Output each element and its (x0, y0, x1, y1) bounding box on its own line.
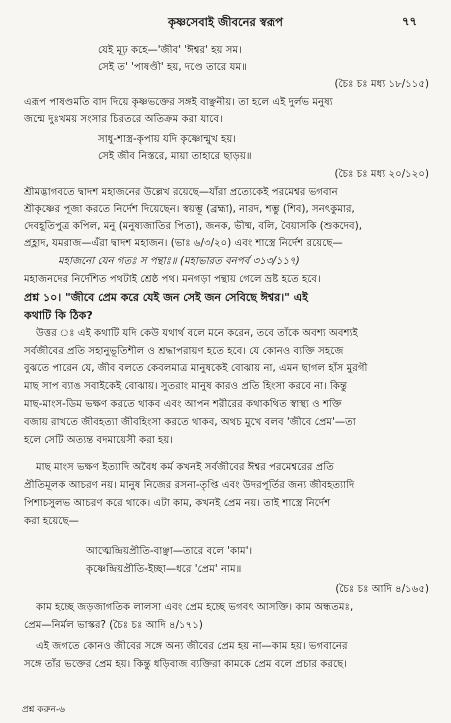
paragraph-line: বুঝতে পারেন যে, জীব বলতে কেবলমাত্র মানুষকেই বোঝায় না, এমন ছাগল হাঁস মুরগী (24, 363, 368, 374)
page-number: ৭৭ (402, 14, 417, 28)
paragraph-line: এই জগতে কোনও জীবের সঙ্গে অন্য জীবের প্রেম হয় না—কাম হয়। ভগবানের (36, 641, 348, 652)
paragraph-line: দেবহূতিপুত্র কপিল, মনু (মনুষ্যজাতির পিতা), জনক, ভীষ্ম, বলি, বৈয়াসকি (শুকদেব), (24, 221, 362, 232)
question-heading: কথাটি কি ঠিক? (24, 309, 93, 322)
verse-line: আত্মেন্দ্রিয়প্রীতি-বাঞ্ছা—তারে বলে 'কাম'। (86, 546, 253, 557)
paragraph-line: শ্রীকৃষ্ণের পূজা করতে নির্দেশ দিয়েছেন। স্বয়ম্ভূ (ব্রহ্মা), নারদ, শম্ভু (শিব), সনৎকুমার, (24, 204, 355, 215)
paragraph-line: প্রহ্লাদ, যমরাজ—এঁরা দ্বাদশ মহাজন। (ভাঃ ৬/৩/২০) এবং শাস্ত্রে নির্দেশ রয়েছে— (24, 238, 343, 249)
paragraph-line: পিশাচসুলভ আচরণ করে থাকে। এটা কাম, কখনই প্রেম নয়। তাই শাস্ত্রে নির্দেশ (24, 498, 331, 509)
paragraph-line: মাছ-মাংস-ডিম ভক্ষণ করতে থাকব এবং আপন শরীরের কথাকথিত স্বাস্থ্য ও শক্তি (24, 399, 342, 410)
citation: (চৈঃ চঃ আদি ৪/১৬৫) (335, 584, 429, 595)
paragraph-line: হলে সেটি অত্যন্ত বদমায়েসী করা হয়। (24, 435, 174, 446)
verse-line: সেই জীব নিস্তরে, মায়া তাহারে ছাড়য়॥ (98, 151, 252, 162)
paragraph-line: মাছ সাপ ব্যাঙ সবাইকেই বোঝায়। সুতরাং মানুষ কারও প্রতি হিংসা করবে না। কিন্তু (24, 381, 348, 392)
paragraph-line: করা হয়েছে— (24, 516, 79, 527)
verse-line: সাধু-শাস্ত্র-কৃপায় যদি কৃষ্ণোন্মুখ হয়। (98, 134, 237, 145)
verse-line: সেই ত' 'পাষণ্ডী' হয়, দণ্ডে তারে যম॥ (98, 62, 247, 73)
paragraph-line: প্রেম—নির্মল ভাস্কর? (চৈঃ চঃ আদি ৪/১৭১) (24, 620, 203, 631)
paragraph-line: সঙ্গে তাঁর ভক্তের প্রেম হয়। কিন্তু ধড়িবাজ ব্যক্তিরা কামকে প্রেম বলে প্রচার করছে। (24, 659, 347, 670)
paragraph-line: প্রীতিমূলক আচরণ নয়। মানুষ নিজের রসনা-তৃপ্তি এবং উদরপূর্তির জন্য জীবহত্যাদি (24, 480, 355, 491)
paragraph-line: মহাজনদের নির্দেশিত পথটাই শ্রেষ্ঠ পথ। মনগড়া পন্থায় গেলে ভ্রষ্ট হতে হবে। (24, 274, 321, 285)
citation: (চৈঃ চঃ মধ্য ১৮/১১৫) (334, 79, 429, 90)
paragraph-line: এরূপ পাষণ্ডমতি বাদ দিয়ে কৃষ্ণভক্তের সঙ্গই বাঞ্ছনীয়। তা হলে এই দুর্লভ মনুষ্য (24, 97, 333, 108)
footer-signature: প্রশ্ন করুন-৬ (22, 705, 65, 715)
running-title: কৃষ্ণসেবাই জীবনের স্বরূপ (168, 15, 283, 29)
answer-line: উত্তর ঃ এই কথাটি যদি কেউ যথার্থ বলে মনে করেন, তবে তাঁকে অবশ্য অবশ্যই (36, 328, 358, 339)
paragraph-line: শ্রীমদ্ভাগবতে দ্বাদশ মহাজনের উল্লেখ রয়েছে—যাঁরা প্রত্যেকেই পরমেশ্বর ভগবান (24, 187, 338, 198)
paragraph-line: জন্মে দুঃখময় সংসার চিরতরে অতিক্রম করা যাবে। (24, 114, 223, 125)
paragraph-line: মাছ মাংস ভক্ষণ ইত্যাদি অবৈধ কর্ম কখনই সর্বজীবের ঈশ্বর পরমেশ্বরের প্রতি (36, 462, 334, 473)
paragraph-line: বজায় রাখতে জীবহত্যা জীবহিংসা করতে থাকব, অথচ মুখে বলব 'জীবে প্রেম'—তা (24, 417, 356, 428)
question-heading: প্রশ্ন ১০। "জীবে প্রেম করে যেই জন সেই জন সেবিছে ঈশ্বর।" এই (24, 291, 308, 304)
verse-line: কৃষ্ণেন্দ্রিয়প্রীতি-ইচ্ছা—ধরে 'প্রেম' নাম॥ (86, 564, 242, 575)
verse-line: যেই মূঢ় কহে—'জীব' 'ঈশ্বর' হয় সম। (98, 45, 242, 56)
paragraph-line: সর্বজীবের প্রতি সহানুভূতিশীল ও শ্রদ্ধাপরায়ণ হতে হবে। যে কোনও ব্যক্তি সহজে (24, 346, 344, 357)
paragraph-line: কাম হচ্ছে জড়জাগতিক লালসা এবং প্রেম হচ্ছে ভগবৎ আসক্তি। কাম অন্ধতমঃ, (36, 602, 354, 613)
quotation: মহাজনো যেন গতঃ স পন্থাঃ॥ (মহাভারত বনপর্ব ৩১৩/১১৭) (58, 256, 300, 267)
citation: (চৈঃ চঃ মধ্য ২০/১২০) (334, 169, 429, 180)
